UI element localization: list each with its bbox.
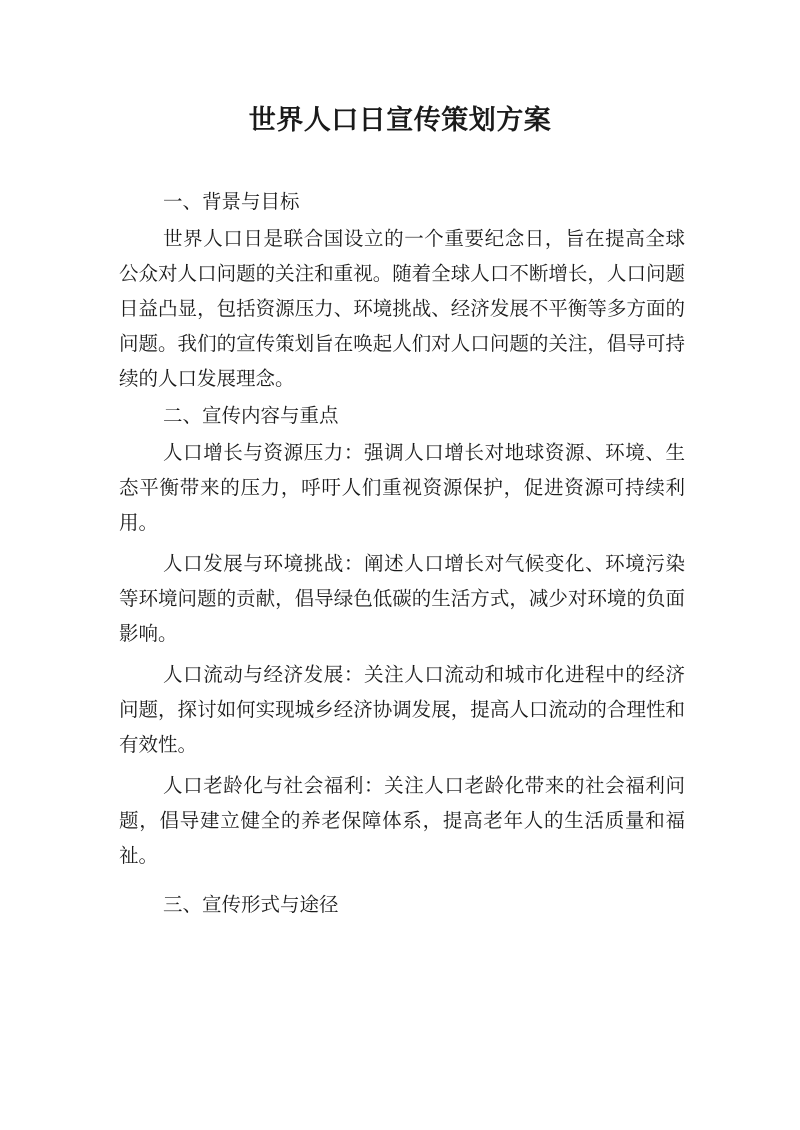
paragraph-aging: 人口老龄化与社会福利：关注人口老龄化带来的社会福利问题，倡导建立健全的养老保障体系，提高老年人的生活质量和福祉。	[119, 774, 685, 867]
paragraph-economy: 人口流动与经济发展：关注人口流动和城市化进程中的经济问题，探讨如何实现城乡经济协调发展，提高人口流动的合理性和有效性。	[119, 663, 685, 756]
paragraph-resources: 人口增长与资源压力：强调人口增长对地球资源、环境、生态平衡带来的压力，呼吁人们重视资源保护，促进资源可持续利用。	[119, 441, 685, 534]
section-heading-background: 一、背景与目标	[163, 190, 300, 213]
paragraph-background: 世界人口日是联合国设立的一个重要纪念日，旨在提高全球公众对人口问题的关注和重视。随着全球人口不断增长，人口问题日益凸显，包括资源压力、环境挑战、经济发展不平衡等多方面的问题。我们的宣传策划旨在唤起人们对人口问题的关注，倡导可持续的人口发展理念。	[119, 227, 685, 390]
document-title: 世界人口日宣传策划方案	[248, 105, 552, 136]
section-heading-forms: 三、宣传形式与途径	[163, 893, 339, 916]
section-heading-content: 二、宣传内容与重点	[163, 404, 339, 427]
paragraph-environment: 人口发展与环境挑战：阐述人口增长对气候变化、环境污染等环境问题的贡献，倡导绿色低碳的生活方式，减少对环境的负面影响。	[119, 552, 685, 645]
document-body	[119, 184, 685, 922]
